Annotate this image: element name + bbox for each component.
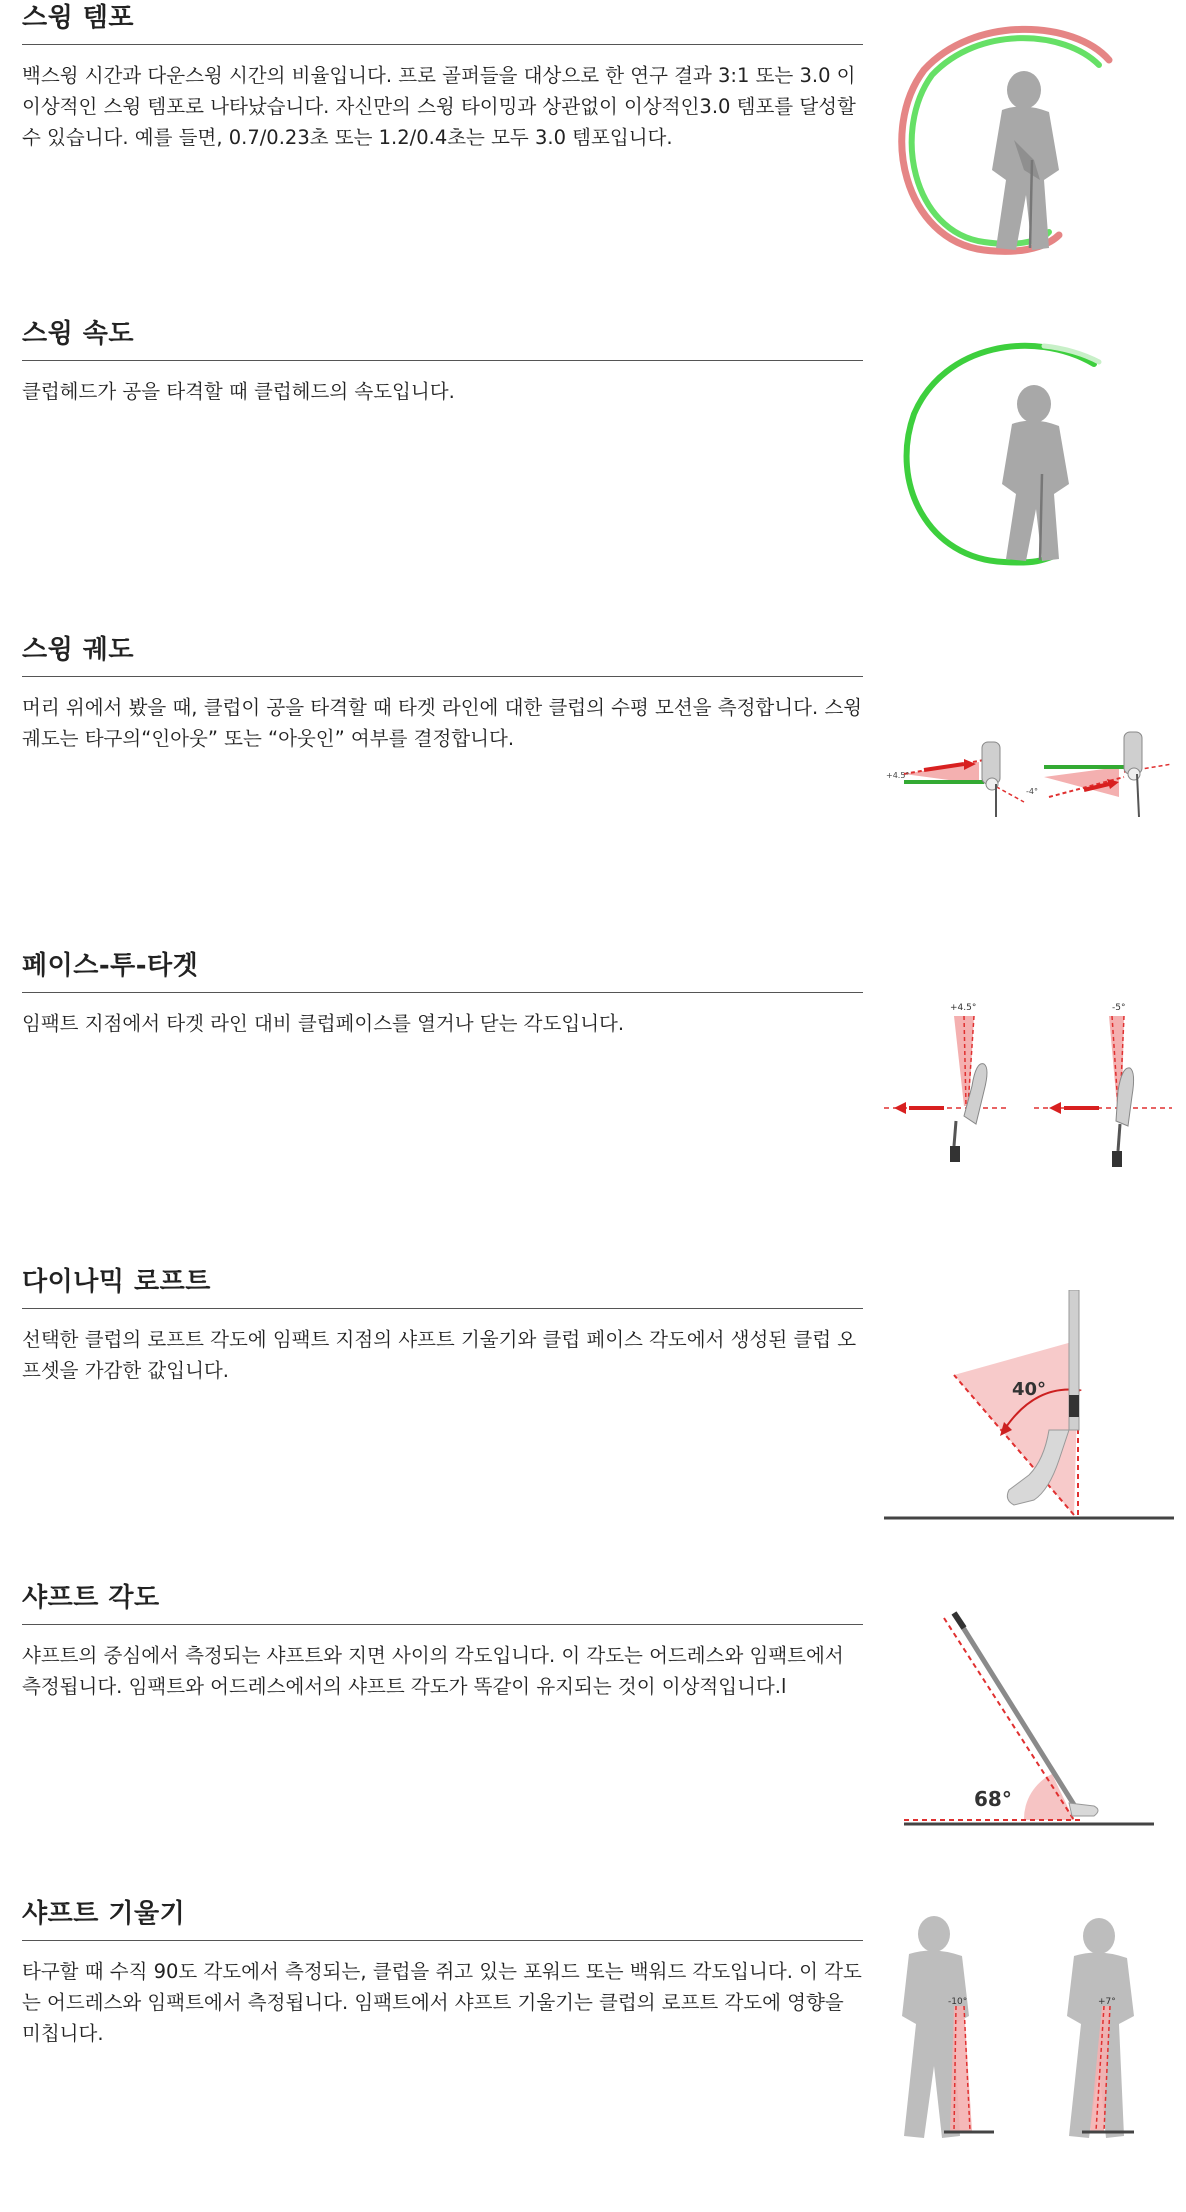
section-description: 머리 위에서 봤을 때, 클럽이 공을 타격할 때 타겟 라인에 대한 클럽의 수평 모션을 측정합니다. 스윙 궤도는 타구의“인아웃” 또는 “아웃인” 여부를 결정합니다.: [22, 696, 863, 750]
shaft-lean-figure: [884, 1906, 1174, 2151]
section-face-to-target: [0, 948, 1186, 1264]
section-divider: [22, 360, 863, 361]
dynamic-loft-figure: [884, 1290, 1174, 1530]
section-title: 다이나믹 로프트: [22, 1267, 211, 1297]
swing-tempo-figure: [884, 20, 1124, 270]
loft-angle-label: 40°: [1012, 1379, 1047, 1400]
face-to-target-figure: [884, 996, 1174, 1176]
section-divider: [22, 1308, 863, 1309]
section-swing-path: [0, 632, 1186, 948]
shaft-angle-label: 68°: [974, 1787, 1012, 1811]
section-dynamic-loft: [0, 1264, 1186, 1580]
section-swing-speed: [0, 316, 1186, 632]
section-description: 선택한 클럽의 로프트 각도에 임팩트 지점의 샤프트 기울기와 클럽 페이스 각도에서 생성된 클럽 오프셋을 가감한 값입니다.: [22, 1328, 857, 1382]
section-shaft-angle: [0, 1580, 1186, 1896]
section-title: 스윙 궤도: [22, 635, 135, 665]
section-divider: [22, 1940, 863, 1941]
face-left-label: +4.5°: [950, 1003, 977, 1013]
section-title: 샤프트 기울기: [22, 1899, 186, 1929]
section-title: 페이스-투-타겟: [22, 951, 199, 981]
section-title: 스윙 속도: [22, 319, 135, 349]
swing-speed-figure: [884, 334, 1124, 584]
section-divider: [22, 44, 863, 45]
lean-left-label: -10°: [948, 1997, 968, 2007]
section-swing-tempo: [0, 0, 1186, 316]
path-left-label: +4.5°: [886, 771, 910, 780]
section-divider: [22, 1624, 863, 1625]
section-description: 샤프트의 중심에서 측정되는 샤프트와 지면 사이의 각도입니다. 이 각도는 어드레스와 임팩트에서 측정됩니다. 임팩트와 어드레스에서의 샤프트 각도가 똑같이 유지되는 것이 이상적입니다.l: [22, 1644, 844, 1698]
section-title: 샤프트 각도: [22, 1583, 160, 1613]
swing-path-figure: [884, 722, 1174, 822]
section-description: 임팩트 지점에서 타겟 라인 대비 클럽페이스를 열거나 닫는 각도입니다.: [22, 1012, 625, 1035]
section-title: 스윙 템포: [22, 3, 135, 33]
section-description: 백스윙 시간과 다운스윙 시간의 비율입니다. 프로 골퍼들을 대상으로 한 연구 결과 3:1 또는 3.0 이 이상적인 스윙 템포로 나타났습니다. 자신만의 스윙 타이밍과 상관없이 이상적인3.0 템포를 달성할 수 있습니다. 예를 들면, 0.7/0.23초 또는 1.2/0.4초는 모두 3.0 템포입니다.: [22, 64, 856, 149]
shaft-angle-figure: [884, 1598, 1174, 1838]
section-divider: [22, 676, 863, 677]
section-shaft-lean: [0, 1896, 1186, 2212]
section-divider: [22, 992, 863, 993]
path-right-label: -4°: [1026, 787, 1038, 796]
section-description: 타구할 때 수직 90도 각도에서 측정되는, 클럽을 쥐고 있는 포워드 또는 백워드 각도입니다. 이 각도는 어드레스와 임팩트에서 측정됩니다. 임팩트에서 샤프트 기울기는 클럽의 로프트 각도에 영향을 미칩니다.: [22, 1960, 862, 2045]
lean-right-label: +7°: [1098, 1997, 1116, 2007]
section-description: 클럽헤드가 공을 타격할 때 클럽헤드의 속도입니다.: [22, 380, 455, 403]
face-right-label: -5°: [1112, 1003, 1126, 1013]
